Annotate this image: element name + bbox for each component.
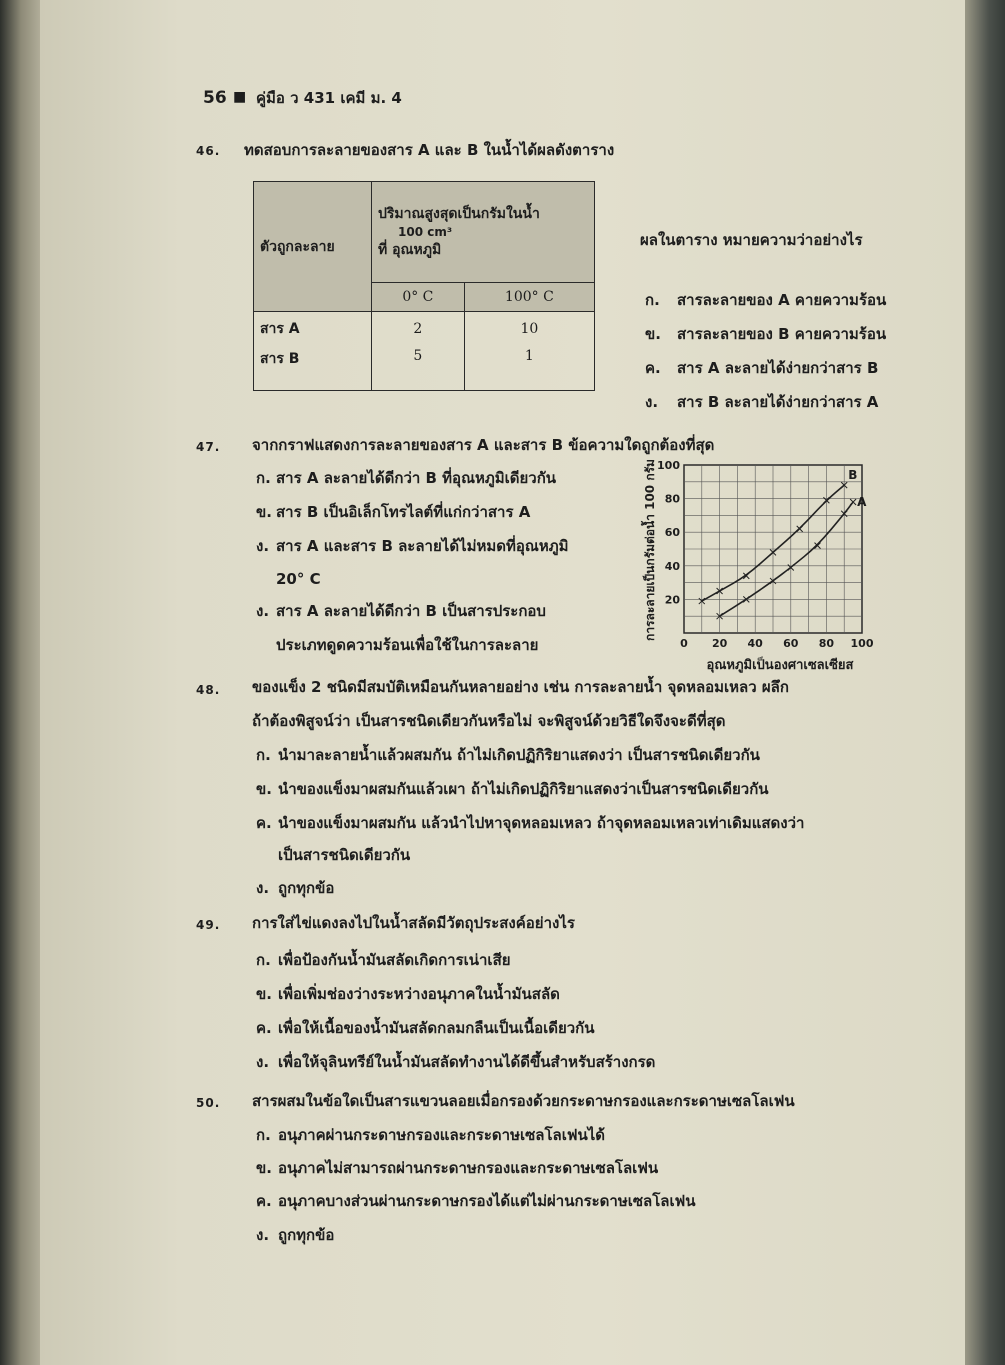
solubility-chart bbox=[620, 455, 880, 680]
choice-text: อนุภาคบางส่วนผ่านกระดาษกรองได้แต่ไม่ผ่านกระดาษเซลโลเฟน bbox=[278, 1192, 696, 1210]
choice-label: ข. bbox=[645, 325, 661, 343]
x-tick-label: 20 bbox=[711, 637, 728, 650]
choice-label: ง. bbox=[645, 393, 659, 411]
choice-text: สารละลายของ B คายความร้อน bbox=[677, 325, 887, 343]
choice-text: สาร B ละลายได้ง่ายกว่าสาร A bbox=[677, 393, 879, 411]
header-amount-line1: ปริมาณสูงสุดเป็นกรัมในน้ำ bbox=[378, 206, 540, 222]
question-prompt: ผลในตาราง หมายความว่าอย่างไร bbox=[640, 231, 863, 249]
choice-text-continued: ประเภทดูดความร้อนเพื่อใช้ในการละลาย bbox=[276, 636, 539, 654]
choice-text: นำมาละลายน้ำแล้วผสมกัน ถ้าไม่เกิดปฏิกิริยาแสดงว่า เป็นสารชนิดเดียวกัน bbox=[278, 746, 760, 764]
choice-text-continued: 20° C bbox=[276, 570, 321, 588]
choice-text: อนุภาคผ่านกระดาษกรองและกระดาษเซลโลเฟนได้ bbox=[278, 1126, 605, 1144]
table-cell-value: 1 bbox=[464, 346, 594, 391]
y-tick-label: 20 bbox=[664, 593, 680, 607]
table-cell-value: 5 bbox=[372, 346, 465, 391]
choice-text: สาร A ละลายได้ดีกว่า B เป็นสารประกอบ bbox=[276, 602, 546, 620]
choice-text: สารละลายของ A คายความร้อน bbox=[677, 291, 887, 309]
choice-text: เพื่อป้องกันน้ำมันสลัดเกิดการเน่าเสีย bbox=[278, 951, 511, 969]
series-line-a bbox=[720, 502, 854, 616]
question-text: ของแข็ง 2 ชนิดมีสมบัติเหมือนกันหลายอย่าง เช่น การละลายน้ำ จุดหลอมเหลว ผลึก bbox=[252, 678, 789, 696]
solubility-table bbox=[253, 181, 595, 391]
choice-label: ค. bbox=[645, 359, 661, 377]
y-tick-label: 40 bbox=[664, 559, 680, 573]
choice-label: ข. bbox=[256, 1159, 272, 1177]
x-tick-label: 0 bbox=[680, 637, 688, 650]
choice-text: สาร A และสาร B ละลายได้ไม่หมดที่อุณหภูมิ bbox=[276, 537, 569, 555]
choice-text: ถูกทุกข้อ bbox=[278, 879, 335, 897]
choice-label: ก. bbox=[256, 1126, 271, 1144]
chart-x-axis-label: อุณหภูมิเป็นองศาเซลเซียส bbox=[706, 658, 854, 673]
x-tick-label: 40 bbox=[747, 637, 763, 650]
table-row bbox=[254, 346, 595, 391]
y-tick-label: 100 bbox=[657, 459, 680, 472]
table-cell-name: สาร B bbox=[254, 346, 372, 391]
table-header-amount bbox=[372, 182, 595, 283]
choice-label: ค. bbox=[256, 814, 272, 832]
header-amount-line3: ที่ อุณหภูมิ bbox=[378, 242, 442, 258]
data-point bbox=[797, 526, 803, 532]
choice-text: นำของแข็งมาผสมกัน แล้วนำไปหาจุดหลอมเหลว ถ้าจุดหลอมเหลวเท่าเดิมแสดงว่า bbox=[278, 814, 805, 832]
choice-text: สาร A ละลายได้ดีกว่า B ที่อุณหภูมิเดียวกัน bbox=[276, 469, 557, 487]
header-amount-line2: 100 cm³ bbox=[398, 225, 453, 239]
choice-text: เพื่อเพิ่มช่องว่างระหว่างอนุภาคในน้ำมันสลัด bbox=[278, 985, 560, 1003]
question-number: 48. bbox=[196, 683, 221, 697]
choice-text: ถูกทุกข้อ bbox=[278, 1226, 335, 1244]
right-margin-shadow bbox=[965, 0, 1005, 1365]
choice-label: ง. bbox=[256, 1226, 270, 1244]
choice-label: ก. bbox=[256, 951, 271, 969]
choice-text: เพื่อให้จุลินทรีย์ในน้ำมันสลัดทำงานได้ดีขึ้นสำหรับสร้างกรด bbox=[278, 1053, 656, 1071]
choice-label: ค. bbox=[256, 1019, 272, 1037]
choice-label: ก. bbox=[256, 746, 271, 764]
choice-text: สาร B เป็นอิเล็กโทรไลต์ที่แก่กว่าสาร A bbox=[276, 503, 531, 521]
page-number: 56 bbox=[203, 88, 227, 108]
y-tick-label: 80 bbox=[664, 492, 680, 506]
chart-y-axis-label: การละลายเป็นกรัมต่อน้ำ 100 กรัม bbox=[643, 459, 657, 641]
question-number: 49. bbox=[196, 918, 221, 932]
choice-label: ข. bbox=[256, 780, 272, 798]
question-text: จากกราฟแสดงการละลายของสาร A และสาร B ข้อความใดถูกต้องที่สุด bbox=[252, 436, 715, 454]
choice-label: ก. bbox=[256, 469, 271, 487]
choice-label: ง. bbox=[256, 537, 270, 555]
question-text: ทดสอบการละลายของสาร A และ B ในน้ำได้ผลดังตาราง bbox=[244, 141, 615, 159]
page-header-title: คู่มือ ว 431 เคมี ม. 4 bbox=[256, 89, 402, 107]
choice-label: ง. bbox=[256, 879, 270, 897]
table-cell-name: สาร A bbox=[254, 312, 372, 347]
table-cell-value: 10 bbox=[464, 312, 594, 347]
choice-label: ง. bbox=[256, 602, 270, 620]
series-label: A bbox=[857, 494, 867, 509]
question-text-continued: ถ้าต้องพิสูจน์ว่า เป็นสารชนิดเดียวกันหรือไม่ จะพิสูจน์ด้วยวิธีใดจึงจะดีที่สุด bbox=[252, 712, 726, 730]
choice-text-continued: เป็นสารชนิดเดียวกัน bbox=[278, 846, 411, 864]
header-separator: ■ bbox=[233, 89, 247, 105]
table-header-temp-100: 100° C bbox=[464, 283, 594, 312]
choice-text: อนุภาคไม่สามารถผ่านกระดาษกรองและกระดาษเซลโลเฟน bbox=[278, 1159, 659, 1177]
question-text: การใส่ไข่แดงลงไปในน้ำสลัดมีวัตถุประสงค์อย่างไร bbox=[252, 914, 575, 932]
question-number: 47. bbox=[196, 440, 221, 454]
question-number: 50. bbox=[196, 1096, 221, 1110]
x-tick-label: 60 bbox=[783, 637, 799, 650]
choice-label: ข. bbox=[256, 985, 272, 1003]
choice-text: เพื่อให้เนื้อของน้ำมันสลัดกลมกลืนเป็นเนื้อเดียวกัน bbox=[278, 1019, 595, 1037]
table-header-row bbox=[254, 182, 595, 283]
x-tick-label: 100 bbox=[850, 637, 874, 650]
choice-text: นำของแข็งมาผสมกันแล้วเผา ถ้าไม่เกิดปฏิกิริยาแสดงว่าเป็นสารชนิดเดียวกัน bbox=[278, 780, 769, 798]
series-label: B bbox=[848, 468, 858, 483]
choice-label: ข. bbox=[256, 503, 272, 521]
choice-text: สาร A ละลายได้ง่ายกว่าสาร B bbox=[677, 359, 879, 377]
choice-label: ง. bbox=[256, 1053, 270, 1071]
y-tick-label: 60 bbox=[664, 526, 680, 540]
choice-label: ค. bbox=[256, 1192, 272, 1210]
data-point bbox=[850, 499, 856, 505]
choice-label: ก. bbox=[645, 291, 660, 309]
table-cell-value: 2 bbox=[372, 312, 465, 347]
question-number: 46. bbox=[196, 144, 221, 158]
table-header-solute: ตัวถูกละลาย bbox=[254, 182, 372, 312]
table-header-temp-0: 0° C bbox=[372, 283, 465, 312]
x-tick-label: 80 bbox=[818, 637, 835, 650]
question-text: สารผสมในข้อใดเป็นสารแขวนลอยเมื่อกรองด้วยกระดาษกรองและกระดาษเซลโลเฟน bbox=[252, 1092, 795, 1110]
table-row bbox=[254, 312, 595, 347]
